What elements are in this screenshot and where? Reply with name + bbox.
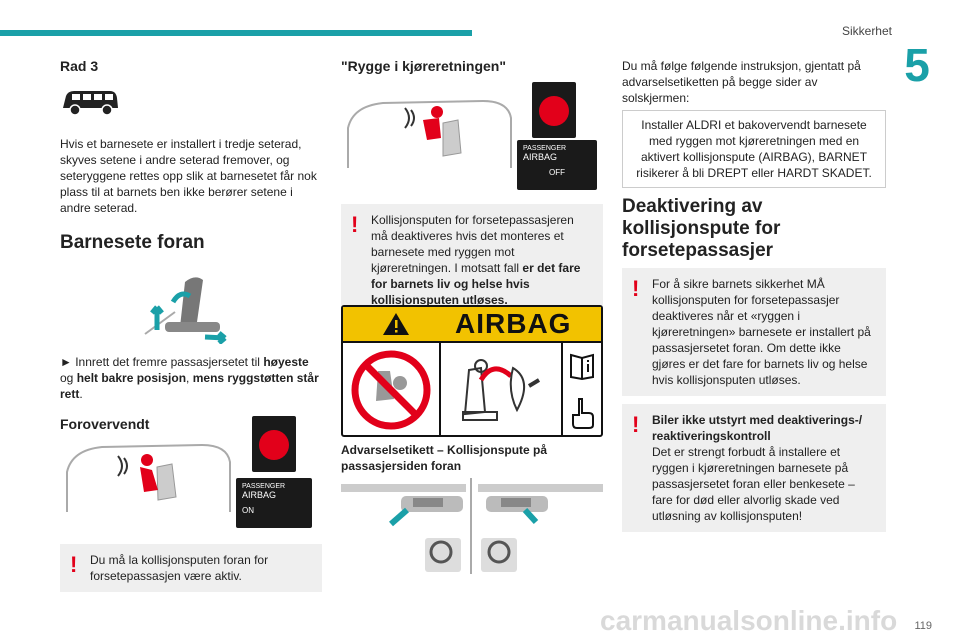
column-2 <box>341 58 603 74</box>
deactivation-heading: Deaktivering av kollisjonspute for forsetepassasjer <box>622 196 781 261</box>
car-forward-illustration <box>62 442 232 516</box>
airbag-label-pictograms <box>343 343 601 437</box>
warning-icon: ! <box>632 276 640 301</box>
forovervendt-heading: Forovervendt <box>60 416 150 432</box>
section-title: Sikkerhet <box>841 24 892 38</box>
seat-instruction: ► Innrett det fremre passasjersetet til høyeste og helt bakre posisjon, mens ryggstøtten står rett. <box>60 355 319 401</box>
column-1 <box>60 58 322 432</box>
warning-icon: ! <box>632 412 640 437</box>
sunvisor-illustration <box>341 478 603 574</box>
mandatory-instruction-box: Installer ALDRI et bakovervendt barnesete med ryggen mot kjøreretningen med en aktivert kollisjonspute (AIRBAG), BARNET risikerer å bli DREPT eller HARDT SKADET. <box>622 110 886 188</box>
airbag-deploy-pictogram <box>441 343 563 437</box>
airbag-label-header <box>343 307 601 343</box>
van-icon <box>60 88 120 118</box>
rad3-text: Hvis et barnesete er installert i tredje seterad, skyves setene i andre seterad fremover, og seteryggene rettes opp slik at barnesetet får nok plass til at barnets ben ikke berører setene i andre seterad. <box>60 137 317 215</box>
chapter-number: 5 <box>904 39 930 91</box>
hand-pointing-icon <box>569 397 595 429</box>
manual-read-pictogram <box>563 343 601 437</box>
warning-box-no-deactivation: ! Biler ikke utstyrt med deaktiverings-/ reaktiveringskontroll Det er strengt forbudt å installere et ryggen i kjøreretningen barnesete på passasjersetet foran eller benkesete – fare for død eller alvorlig skade ved utløsning av kollisjonsputen! <box>622 404 886 532</box>
seat-adjust-illustration <box>125 272 235 344</box>
warning-icon: ! <box>351 212 359 237</box>
label-caption: Advarselsetikett – Kollisjonspute på passasjersiden foran <box>341 443 548 473</box>
airbag-switch-panel-2 <box>532 82 576 138</box>
prohibited-icon <box>350 349 432 431</box>
rad3-heading: Rad 3 <box>60 58 99 74</box>
airbag-on-indicator: PASSENGER AIRBAG ON <box>236 478 312 528</box>
warning-box-airbag-active: ! Du må la kollisjonsputen foran for forsetepassasjen være aktiv. <box>60 544 322 592</box>
page-number: 119 <box>914 620 932 632</box>
watermark: carmanualsonline.info <box>600 605 898 636</box>
airbag-inflation-icon <box>451 350 551 430</box>
key-switch-icon-2 <box>539 96 569 126</box>
airbag-on-label: ON <box>242 506 254 515</box>
barnesete-heading: Barnesete foran <box>60 232 205 253</box>
rygge-heading: "Rygge i kjøreretningen" <box>341 58 506 74</box>
airbag-off-indicator: PASSENGER AIRBAG OFF <box>517 140 597 190</box>
warning-icon: ! <box>70 552 78 577</box>
airbag-off-label: OFF <box>549 168 565 177</box>
car-rearward-illustration <box>343 98 513 172</box>
warning-box-deactivate: ! Kollisjonsputen for forsetepassasjeren må deaktiveres hvis det monteres et barnesete med ryggen mot kjøreretningen. I motsatt fall er det fare for barnets liv og helse hvis kollisjonsputen utløses. <box>341 204 603 316</box>
airbag-label-title: AIRBAG <box>455 308 572 339</box>
airbag-switch-panel <box>252 416 296 472</box>
instruction-arrow: ► <box>60 355 72 369</box>
instruction-intro: Du må følge følgende instruksjon, gjentatt på advarselsetiketten på begge sider av solskjermen: <box>622 59 861 105</box>
book-icon <box>567 351 597 381</box>
warning-triangle-icon <box>381 311 411 337</box>
no-rear-facing-seat-pictogram <box>343 343 441 437</box>
header-accent-bar <box>0 30 472 36</box>
key-switch-icon <box>259 430 289 460</box>
warning-box-must-deactivate: ! For å sikre barnets sikkerhet MÅ kollisjonsputen for forsetepassasjer deaktiveres når et «ryggen i kjøreretningen» barnesete er installert på passasjersetet foran. Om dette ikke gjøres er det fare for barnets liv og helse hvis kollisjonsputen utløses. <box>622 268 886 396</box>
airbag-warning-label <box>341 305 603 437</box>
